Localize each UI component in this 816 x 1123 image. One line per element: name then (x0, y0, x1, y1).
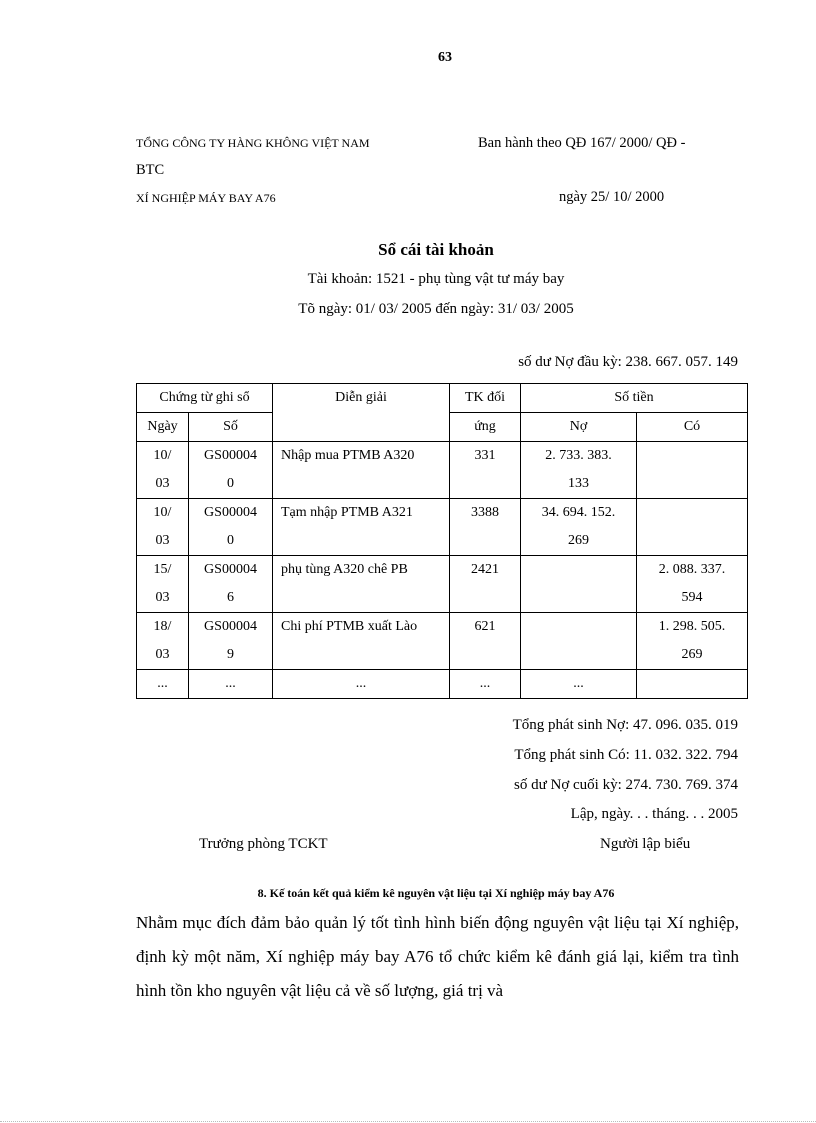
signature-left: Trưởng phòng TCKT (199, 836, 328, 852)
cell-ellipsis: ... (450, 670, 521, 699)
section-heading: 8. Kế toán kết quả kiểm kê nguyên vật liệu tại Xí nghiệp máy bay A76 (257, 886, 615, 900)
cell-debit (521, 556, 637, 613)
cell-day: 15/ 03 (137, 556, 189, 613)
cell-debit: 34. 694. 152. 269 (521, 499, 637, 556)
header-amount: Số tiền (521, 384, 748, 413)
cell-number: GS00004 0 (189, 442, 273, 499)
header-number: Số (189, 413, 273, 442)
cell-day: 18/ 03 (137, 613, 189, 670)
header-tk-2: ứng (450, 413, 521, 442)
header-debit: Nợ (521, 413, 637, 442)
ledger-table (136, 383, 748, 699)
issued-by: Ban hành theo QĐ 167/ 2000/ QĐ - (478, 135, 686, 151)
place-date: Lập, ngày. . . tháng. . . 2005 (570, 806, 738, 822)
total-credit: Tổng phát sinh Có: 11. 032. 322. 794 (514, 747, 738, 763)
unit-name: XÍ NGHIỆP MÁY BAY A76 (136, 191, 276, 205)
cell-empty (637, 670, 748, 699)
cell-ellipsis: ... (521, 670, 637, 699)
org-name: TỔNG CÔNG TY HÀNG KHÔNG VIỆT NAM (136, 136, 370, 150)
page-number: 63 (438, 50, 452, 65)
issue-date: ngày 25/ 10/ 2000 (559, 189, 665, 205)
opening-balance: số dư Nợ đầu kỳ: 238. 667. 057. 149 (518, 354, 738, 370)
cell-description: Tạm nhập PTMB A321 (273, 499, 450, 556)
table-row-ellipsis (137, 670, 748, 699)
cell-tk: 3388 (450, 499, 521, 556)
header-voucher: Chứng từ ghi sổ (137, 384, 273, 413)
header-day: Ngày (137, 413, 189, 442)
period-line: Tõ ngày: 01/ 03/ 2005 đến ngày: 31/ 03/ 2005 (298, 301, 574, 317)
header-tk: TK đối (450, 384, 521, 413)
header-credit: Có (637, 413, 748, 442)
closing-balance: số dư Nợ cuối kỳ: 274. 730. 769. 374 (514, 777, 738, 793)
cell-credit (637, 442, 748, 499)
table-row (137, 499, 748, 556)
table-header-row (137, 384, 748, 413)
total-debit: Tổng phát sinh Nợ: 47. 096. 035. 019 (512, 717, 738, 733)
body-paragraph: Nhằm mục đích đảm bảo quản lý tốt tình hình biến động nguyên vật liệu tại Xí nghiệp, định kỳ một năm, Xí nghiệp máy bay A76 tổ chức kiểm kê đánh giá lại, kiểm tra tình hình tồn kho nguyên vật liệu cả về số lượng, giá trị và (136, 913, 739, 1000)
cell-number: GS00004 9 (189, 613, 273, 670)
cell-number: GS00004 6 (189, 556, 273, 613)
btc-label: BTC (136, 162, 165, 178)
cell-description: Chi phí PTMB xuất Lào (273, 613, 450, 670)
cell-day: 10/ 03 (137, 499, 189, 556)
header-description: Diễn giải (273, 384, 450, 442)
table-row (137, 613, 748, 670)
table-row (137, 442, 748, 499)
cell-description: phụ tùng A320 chê PB (273, 556, 450, 613)
cell-number: GS00004 0 (189, 499, 273, 556)
signature-right: Người lập biểu (600, 836, 691, 852)
cell-ellipsis: ... (137, 670, 189, 699)
cell-tk: 331 (450, 442, 521, 499)
cell-debit (521, 613, 637, 670)
cell-tk: 621 (450, 613, 521, 670)
cell-credit (637, 499, 748, 556)
cell-day: 10/ 03 (137, 442, 189, 499)
cell-credit: 2. 088. 337. 594 (637, 556, 748, 613)
table-row (137, 556, 748, 613)
cell-ellipsis: ... (273, 670, 450, 699)
account-line: Tài khoản: 1521 - phụ tùng vật tư máy bay (307, 271, 565, 287)
cell-debit: 2. 733. 383. 133 (521, 442, 637, 499)
page-bottom-rule (0, 1121, 816, 1122)
cell-tk: 2421 (450, 556, 521, 613)
cell-credit: 1. 298. 505. 269 (637, 613, 748, 670)
cell-description: Nhập mua PTMB A320 (273, 442, 450, 499)
cell-ellipsis: ... (189, 670, 273, 699)
page-title: Sổ cái tài khoản (378, 240, 494, 259)
